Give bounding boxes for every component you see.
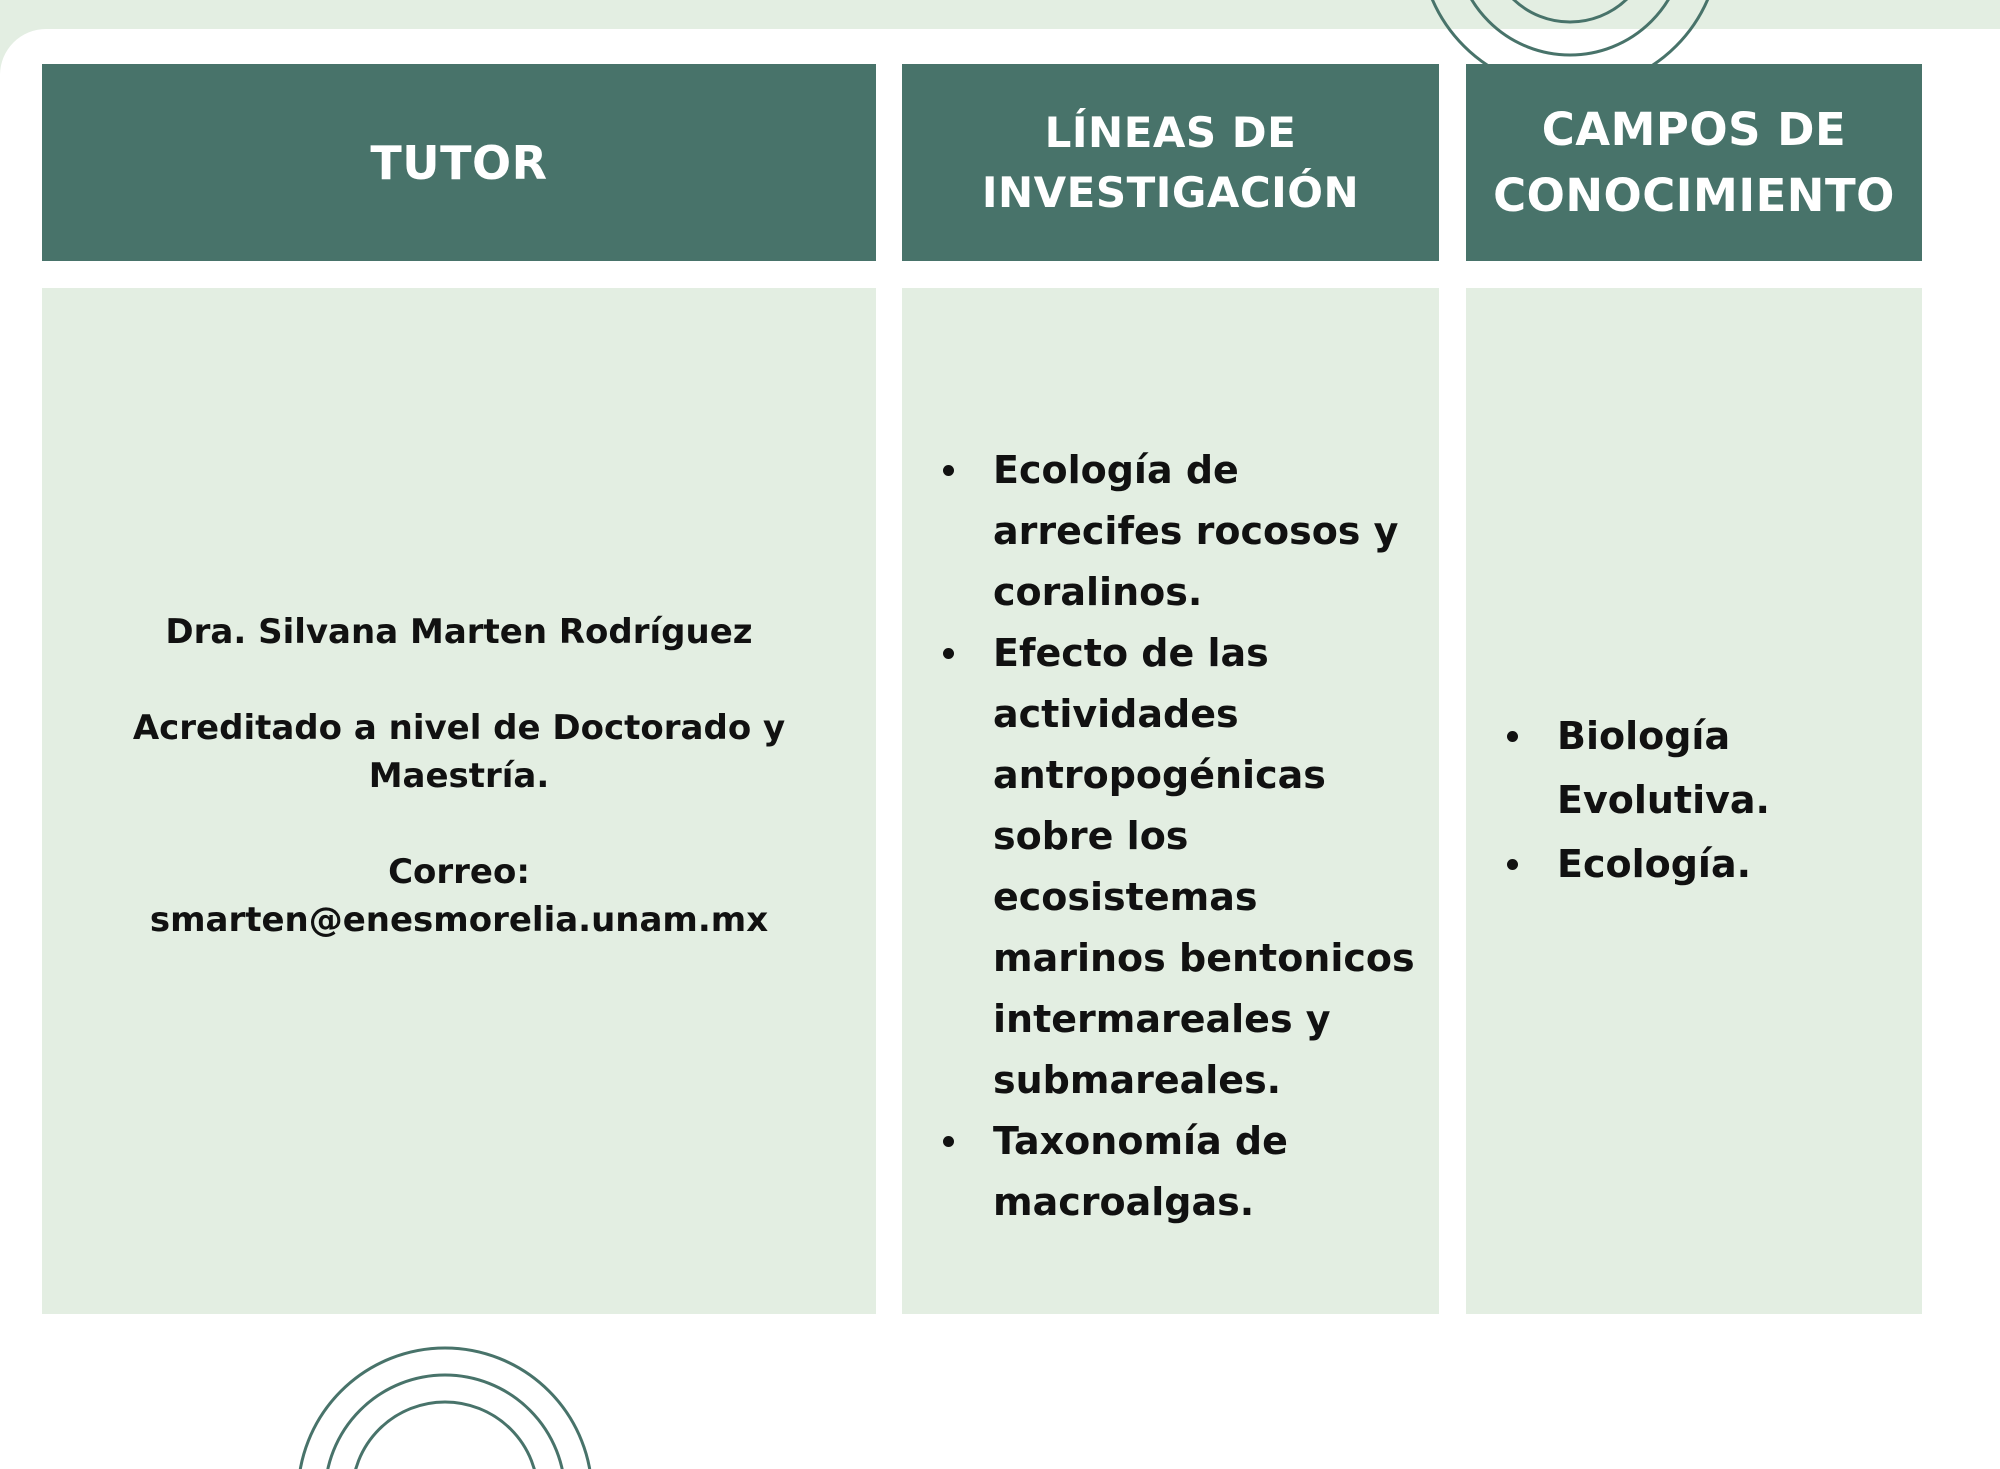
header-campos-line2: CONOCIMIENTO bbox=[1493, 168, 1895, 222]
top-concentric-circles-decoration bbox=[1380, 0, 1760, 70]
lineas-item-text: Taxonomía de macroalgas. bbox=[993, 1119, 1288, 1224]
bullet-icon bbox=[943, 1136, 954, 1147]
cell-campos-de-conocimiento bbox=[1466, 288, 1922, 1314]
campos-list bbox=[1557, 704, 1897, 896]
bullet-icon bbox=[943, 648, 954, 659]
cell-tutor bbox=[42, 288, 876, 1314]
lineas-item-text: Efecto de las actividades antropogénicas sobre los ecosistemas marinos bentonicos intermareales y submareales. bbox=[993, 631, 1415, 1102]
header-tutor bbox=[42, 64, 876, 261]
top-circle-inner bbox=[1488, 0, 1652, 22]
tutor-email: smarten@enesmorelia.unam.mx bbox=[149, 900, 769, 940]
top-circle-middle bbox=[1455, 0, 1685, 55]
list-item bbox=[993, 440, 1423, 623]
bullet-icon bbox=[1507, 859, 1518, 870]
cell-lineas-de-investigacion bbox=[902, 288, 1439, 1314]
list-item bbox=[1557, 832, 1897, 896]
lineas-list bbox=[993, 440, 1423, 1233]
tutor-email-label: Correo: bbox=[388, 852, 530, 892]
header-lineas-line1: LÍNEAS DE bbox=[1044, 107, 1297, 157]
bullet-icon bbox=[943, 465, 954, 476]
lineas-item-text: Ecología de arrecifes rocosos y coralinos. bbox=[993, 448, 1399, 614]
header-campos-line1: CAMPOS DE bbox=[1541, 102, 1847, 156]
bottom-concentric-circles-decoration bbox=[280, 1340, 610, 1414]
list-item bbox=[1557, 704, 1897, 832]
header-campos-de-conocimiento bbox=[1466, 64, 1922, 261]
campos-item-text: Ecología. bbox=[1557, 842, 1752, 886]
header-lineas-de-investigacion bbox=[902, 64, 1439, 261]
list-item bbox=[993, 623, 1423, 1111]
tutor-name: Dra. Silvana Marten Rodríguez bbox=[165, 612, 753, 652]
header-tutor-label: TUTOR bbox=[370, 135, 548, 190]
campos-item-text: Biología Evolutiva. bbox=[1557, 714, 1770, 822]
header-lineas-line2: INVESTIGACIÓN bbox=[981, 167, 1360, 217]
bullet-icon bbox=[1507, 731, 1518, 742]
tutor-accreditation: Acreditado a nivel de Doctorado y Maestría. bbox=[132, 708, 786, 796]
list-item bbox=[993, 1111, 1423, 1233]
